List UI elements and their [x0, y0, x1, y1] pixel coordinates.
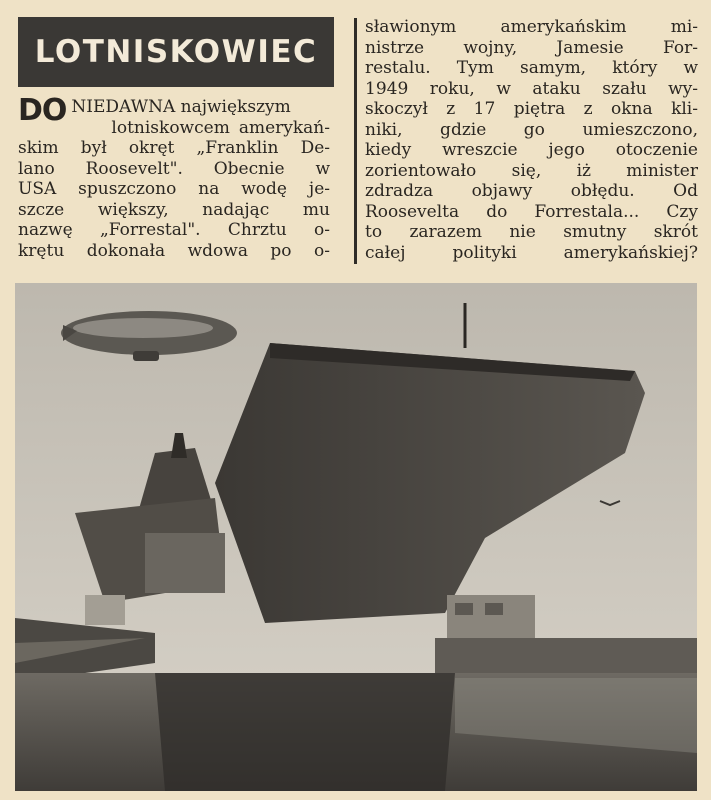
text-line: to zarazem nie smutny skrót [365, 222, 698, 242]
text-line: nazwę „Forrestal". Chrztu o- [18, 220, 330, 240]
aircraft-carrier-photo [15, 283, 697, 791]
text-line: kiedy wreszcie jego otoczenie [365, 140, 698, 160]
column-divider [354, 18, 357, 264]
text-line: Roosevelta do Forrestala... Czy [365, 201, 698, 222]
drop-cap: DO [18, 93, 67, 128]
text-line: całej polityki amerykańskiej? [365, 242, 698, 263]
article-column-left [18, 93, 330, 261]
article-column-right [365, 17, 698, 263]
text-line: sławionym amerykańskim mi- [365, 17, 698, 37]
text-line: skim był okręt „Franklin De- [18, 138, 330, 158]
title-banner [18, 17, 334, 87]
text-line: zdradza objawy obłędu. Od [365, 181, 698, 201]
text-line: krętu dokonała wdowa po o- [18, 240, 330, 261]
text-line: restalu. Tym samym, który w [365, 58, 698, 78]
photo-illustration [15, 283, 697, 791]
text-line: zorientowało się, iż minister [365, 160, 698, 181]
text-line: 1949 roku, w ataku szału wy- [365, 78, 698, 99]
text-line: szcze większy, nadając mu [18, 199, 330, 220]
text-line: lotniskowcem amerykań- [111, 117, 330, 138]
text-line: nistrze wojny, Jamesie For- [365, 37, 698, 58]
text-line: USA spuszczono na wodę je- [18, 179, 330, 199]
page-title: LOTNISKOWIEC [34, 34, 318, 70]
text-line: lano Roosevelt". Obecnie w [18, 158, 330, 179]
text-line: skoczył z 17 piętra z okna kli- [365, 99, 698, 119]
text-line: niki, gdzie go umieszczono, [365, 119, 698, 140]
text-line: NIEDAWNA największym [71, 97, 291, 117]
